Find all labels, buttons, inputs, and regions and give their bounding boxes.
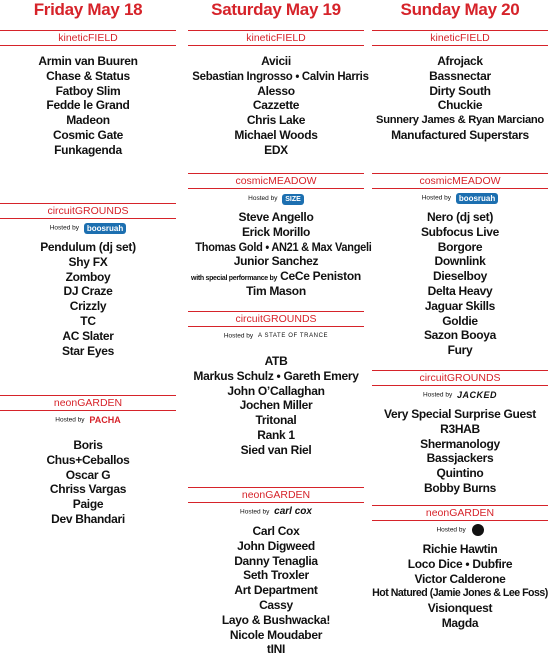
hosted-by (188, 192, 364, 206)
pacha-logo-icon: PACHA (89, 415, 121, 425)
hosted-by (372, 192, 548, 206)
lineup-act: Sunnery James & Ryan Marciano (376, 114, 544, 127)
lineup-act: Dieselboy (433, 269, 487, 284)
stage-title: neonGARDEN (372, 505, 548, 521)
lineup-act: Sebastian Ingrosso • Calvin Harris (192, 68, 369, 83)
stage-title: kineticFIELD (0, 30, 176, 46)
lineup-act: Erick Morillo (241, 224, 311, 239)
lineup-list (372, 407, 548, 496)
lineup-list (0, 438, 176, 527)
lineup-act: Layo & Bushwacka! (221, 612, 331, 627)
lineup-act: Manufactured Superstars (391, 127, 529, 142)
lineup-list (188, 210, 372, 299)
lineup-act: Shy FX (68, 254, 108, 269)
hosted-by-label: Hosted by (49, 224, 79, 232)
day-title: Sunday May 20 (400, 0, 520, 19)
lineup-act: AC Slater (62, 328, 114, 343)
lineup-act: Sazon Booya (423, 328, 497, 343)
lineup-act: Delta Heavy (427, 283, 493, 298)
lineup-act: Paige (72, 497, 104, 512)
lineup-list (0, 54, 176, 158)
lineup-act: Richie Hawtin (422, 542, 498, 556)
lineup-act: Steve Angello (238, 210, 314, 224)
asot-logo-icon: A STATE OF TRANCE (257, 333, 329, 339)
special-performance-label: with special performance by (191, 275, 278, 283)
hosted-by-label: Hosted by (248, 195, 278, 203)
day-title: Saturday May 19 (211, 0, 341, 19)
hosted-by-label: Hosted by (55, 416, 85, 424)
lineup-act: Zomboy (65, 269, 111, 284)
lineup-act: Jaguar Skills (424, 298, 496, 313)
stage-circuitgrounds (372, 370, 548, 496)
lineup-act: Tritonal (255, 413, 297, 428)
stage-neongarden (0, 395, 176, 527)
lineup-act: Nicole Moudaber (229, 627, 323, 642)
lineup-act: Star Eyes (61, 343, 114, 358)
hosted-by-label: Hosted by (240, 508, 270, 516)
stage-neongarden (372, 505, 548, 631)
stage-kineticfield (0, 30, 176, 158)
lineup-act: Goldie (442, 313, 478, 328)
lineup-act: R3HAB (440, 421, 480, 436)
stage-title: circuitGROUNDS (0, 203, 176, 219)
stage-title: kineticFIELD (188, 30, 364, 46)
size-logo-icon: SIZE (282, 192, 304, 205)
lineup-act: Sied van Riel (240, 442, 312, 457)
lineup-act: Subfocus Live (420, 224, 500, 239)
lineup-act: Alesso (257, 83, 295, 98)
lineup-act: Michael Woods (234, 127, 318, 142)
lineup-act: ATB (264, 354, 288, 368)
lineup-act: Fatboy Slim (55, 83, 121, 98)
lineup-act: Shermanology (420, 436, 500, 451)
lineup-list (0, 240, 176, 358)
lineup-act: Rank 1 (257, 427, 295, 442)
lineup-act: tINI (266, 642, 286, 657)
stage-cosmicmeadow (372, 173, 548, 358)
lineup-act: EDX (264, 142, 288, 157)
lineup-act: Bassnectar (429, 68, 491, 83)
stage-circuitgrounds (188, 311, 364, 458)
lineup-act: Thomas Gold • AN21 & Max Vangeli (195, 239, 372, 254)
lineup-act: Downlink (434, 254, 486, 269)
lineup-act: Chuckie (437, 98, 483, 113)
lineup-act: John Digweed (237, 538, 315, 553)
stage-title: cosmicMEADOW (372, 173, 548, 189)
stage-neongarden (188, 487, 364, 657)
lineup-act: Chriss Vargas (49, 482, 127, 497)
hosted-by-label: Hosted by (436, 526, 466, 534)
stage-title: circuitGROUNDS (372, 370, 548, 386)
lineup-act: Armin van Buuren (38, 54, 138, 68)
lineup-act: Fury (447, 343, 473, 358)
hosted-by (372, 389, 548, 403)
lineup-list (372, 54, 548, 143)
hosted-by-label: Hosted by (422, 391, 453, 399)
lineup-act: Dev Bhandari (51, 511, 125, 526)
lineup-act: Crizzly (69, 299, 107, 314)
lineup-act: TC (80, 313, 96, 328)
lineup-act: Oscar G (65, 467, 111, 482)
lineup-act: Chris Lake (246, 113, 306, 128)
lineup-act: Tim Mason (246, 283, 306, 298)
hosted-by-label: Hosted by (421, 194, 451, 202)
lineup-act: Quintino (436, 466, 484, 481)
stage-circuitgrounds (0, 203, 176, 358)
lineup-act: Madeon (66, 113, 110, 128)
jacked-logo-icon: JACKED (457, 390, 498, 400)
lineup-act: Boris (73, 438, 103, 452)
boosruah-logo-icon: boosruah (456, 192, 498, 204)
lineup-act: Cassy (259, 597, 293, 612)
carlcox-logo-icon: carl cox (274, 506, 312, 517)
lineup-act: Victor Calderone (414, 571, 506, 586)
lineup-act: Bassjackers (426, 451, 494, 466)
lineup-act: Seth Troxler (243, 568, 309, 583)
stage-title: neonGARDEN (188, 487, 364, 503)
hosted-by (0, 414, 176, 428)
hosted-by (0, 222, 176, 236)
stage-title: circuitGROUNDS (188, 311, 364, 327)
lineup-act: Visionquest (427, 601, 493, 616)
hosted-by (188, 330, 364, 344)
stage-title: kineticFIELD (372, 30, 548, 46)
hosted-by-label: Hosted by (223, 332, 254, 340)
lineup-act: Funkagenda (54, 142, 122, 157)
lineup-list (188, 54, 369, 158)
lineup-act-special (188, 269, 364, 284)
lineup-act: Magda (441, 615, 479, 630)
lineup-act: Pendulum (dj set) (40, 240, 136, 254)
stage-title: cosmicMEADOW (188, 173, 364, 189)
hosted-by (372, 524, 548, 538)
lineup-act: Cazzette (252, 98, 300, 113)
lineup-act: Borgore (437, 239, 483, 254)
lineup-act: Very Special Surprise Guest (384, 407, 536, 421)
lineup-act: Afrojack (437, 54, 483, 68)
day-column-friday (0, 0, 176, 526)
lineup-act: Art Department (234, 583, 318, 598)
day-column-sunday (372, 0, 548, 630)
lineup-act: Cosmic Gate (52, 127, 124, 142)
lineup-act: Fedde le Grand (46, 98, 130, 113)
lineup-act: Danny Tenaglia (234, 553, 318, 568)
special-performance-name: CeCe Peniston (280, 269, 361, 284)
lineup-act: Bobby Burns (423, 480, 497, 495)
lineup-act: Nero (dj set) (426, 210, 494, 224)
day-column-saturday (188, 0, 372, 657)
lineup-act: Chus+Ceballos (46, 452, 130, 467)
stage-title: neonGARDEN (0, 395, 176, 411)
lineup-act: Loco Dice • Dubfire (407, 556, 513, 571)
stage-cosmicmeadow (188, 173, 372, 299)
stage-kineticfield (188, 30, 369, 158)
lineup-act: DJ Craze (63, 284, 113, 299)
lineup-list (372, 542, 548, 631)
lineup-act: Junior Sanchez (233, 254, 319, 269)
lineup-act: John O’Callaghan (227, 383, 325, 398)
lineup-list (188, 354, 364, 458)
lineup-act: Chase & Status (46, 68, 130, 83)
hosted-by (188, 506, 364, 520)
lineup-act: Dirty South (429, 83, 491, 98)
lineup-act: Markus Schulz • Gareth Emery (193, 368, 359, 383)
lineup-act: Carl Cox (252, 524, 300, 538)
boosruah-logo-icon: boosruah (84, 222, 126, 234)
lineup-act: Avicii (261, 54, 291, 68)
lineup-act: Hot Natured (Jamie Jones & Lee Foss) (372, 587, 548, 600)
lineup-act: Jochen Miller (239, 398, 313, 413)
lineup-list (372, 210, 548, 358)
stage-kineticfield (372, 30, 548, 143)
lineup-list (188, 524, 364, 657)
black-circle-logo-icon (472, 524, 484, 536)
day-title: Friday May 18 (33, 0, 143, 19)
